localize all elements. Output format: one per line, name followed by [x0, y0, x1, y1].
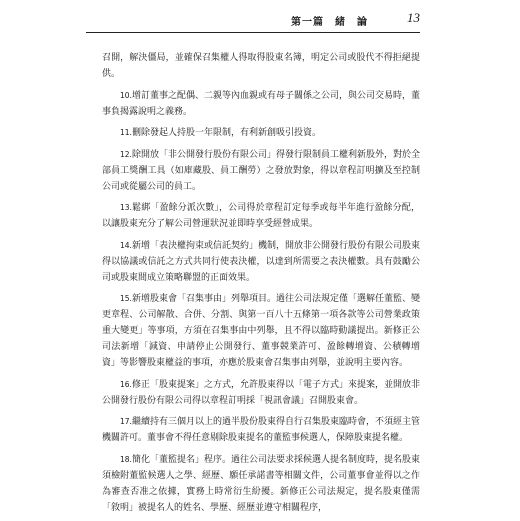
paragraph [102, 291, 420, 371]
running-header [86, 10, 420, 33]
paragraph-text: 刪除發起人持股一年限制，有利新創吸引投資。 [131, 128, 321, 138]
paragraph [102, 125, 420, 141]
item-number: 14. [120, 240, 132, 250]
chapter-title: 第一篇 緒 論 [291, 17, 368, 28]
item-number: 10. [120, 90, 132, 100]
item-number: 11. [120, 128, 132, 137]
paragraph [102, 88, 420, 120]
paragraph-text: 修正「股東提案」之方式，允許股東得以「電子方式」來提案，並開放非公開發行股份有限公司得以章程訂明採「視訊會議」召開股東會。 [102, 379, 420, 406]
paragraph [102, 414, 420, 446]
item-number: 16. [120, 379, 132, 389]
paragraph-text: 增訂董事之配偶、二親等內血親或有母子關係之公司，與公司交易時，董事負揭露說明之義務。 [102, 90, 420, 117]
paragraph [102, 50, 420, 82]
body-text [102, 50, 420, 521]
paragraph-text: 新增「表決權拘束或信託契約」機制，開放非公開發行股份有限公司股東得以協議或信託之方式共同行使表決權，以達到所需要之表決權數。具有鼓勵公司或股東間成立策略聯盟的正面效果。 [102, 240, 420, 283]
paragraph [102, 238, 420, 286]
paragraph-text: 新增股東會「召集事由」列舉項目。過往公司法規定僅「選解任董監、變更章程、公司解散、合併、分割、與第一百八十五條第一項各款等公司營業政策重大變更」等事項，方須在召集事由中列舉，且不得以臨時動議提出。新修正公司法新增「減資、申請停止公開發行、董事競業許可、盈餘轉增資、公積轉增資」等影響股東權益的事項，亦應於股東會召集事由列舉，並說明主要內容。 [102, 294, 420, 368]
paragraph [102, 452, 420, 516]
paragraph-text: 鬆綁「盈餘分派次數」，公司得於章程訂定每季或每半年進行盈餘分配，以讓股東充分了解公司營運狀況並即時享受經營成果。 [102, 203, 420, 229]
item-number: 15. [120, 294, 132, 303]
paragraph-text: 召開，解決僵局，並確保召集權人得取得股東名簿，明定公司或股代不得拒絕提供。 [102, 53, 420, 79]
item-number: 17. [120, 417, 132, 426]
paragraph-text: 除開放「非公開發行股份有限公司」得發行限制員工權利新股外，對於全部員工獎酬工具（如庫藏股、員工酬勞）之發放對象，得以章程訂明擴及至控制公司或從屬公司的員工。 [102, 149, 420, 192]
item-number: 18. [120, 454, 132, 464]
item-number: 12. [120, 149, 132, 159]
paragraph-text: 繼續持有三個月以上的過半股份股東得自行召集股東臨時會，不須經主管機關許可。董事會不得任意剔除股東提名的董監事候選人，保障股東提名權。 [102, 417, 420, 443]
paragraph [102, 200, 420, 232]
page-number: 13 [407, 10, 420, 25]
paragraph-text: 簡化「董監提名」程序。過往公司法要求採候選人提名制度時，提名股東須檢附董監候選人之學、經歷、願任承諾書等相關文件，公司董事會並得以之作為審查否准之依據，實務上時常衍生紛擾。新修正公司法規定，提名股東僅需「敘明」被提名人的姓名、學歷、經歷並遵守相關程序， [102, 454, 420, 513]
paragraph [102, 377, 420, 409]
item-number: 13. [120, 203, 132, 212]
paragraph [102, 147, 420, 195]
